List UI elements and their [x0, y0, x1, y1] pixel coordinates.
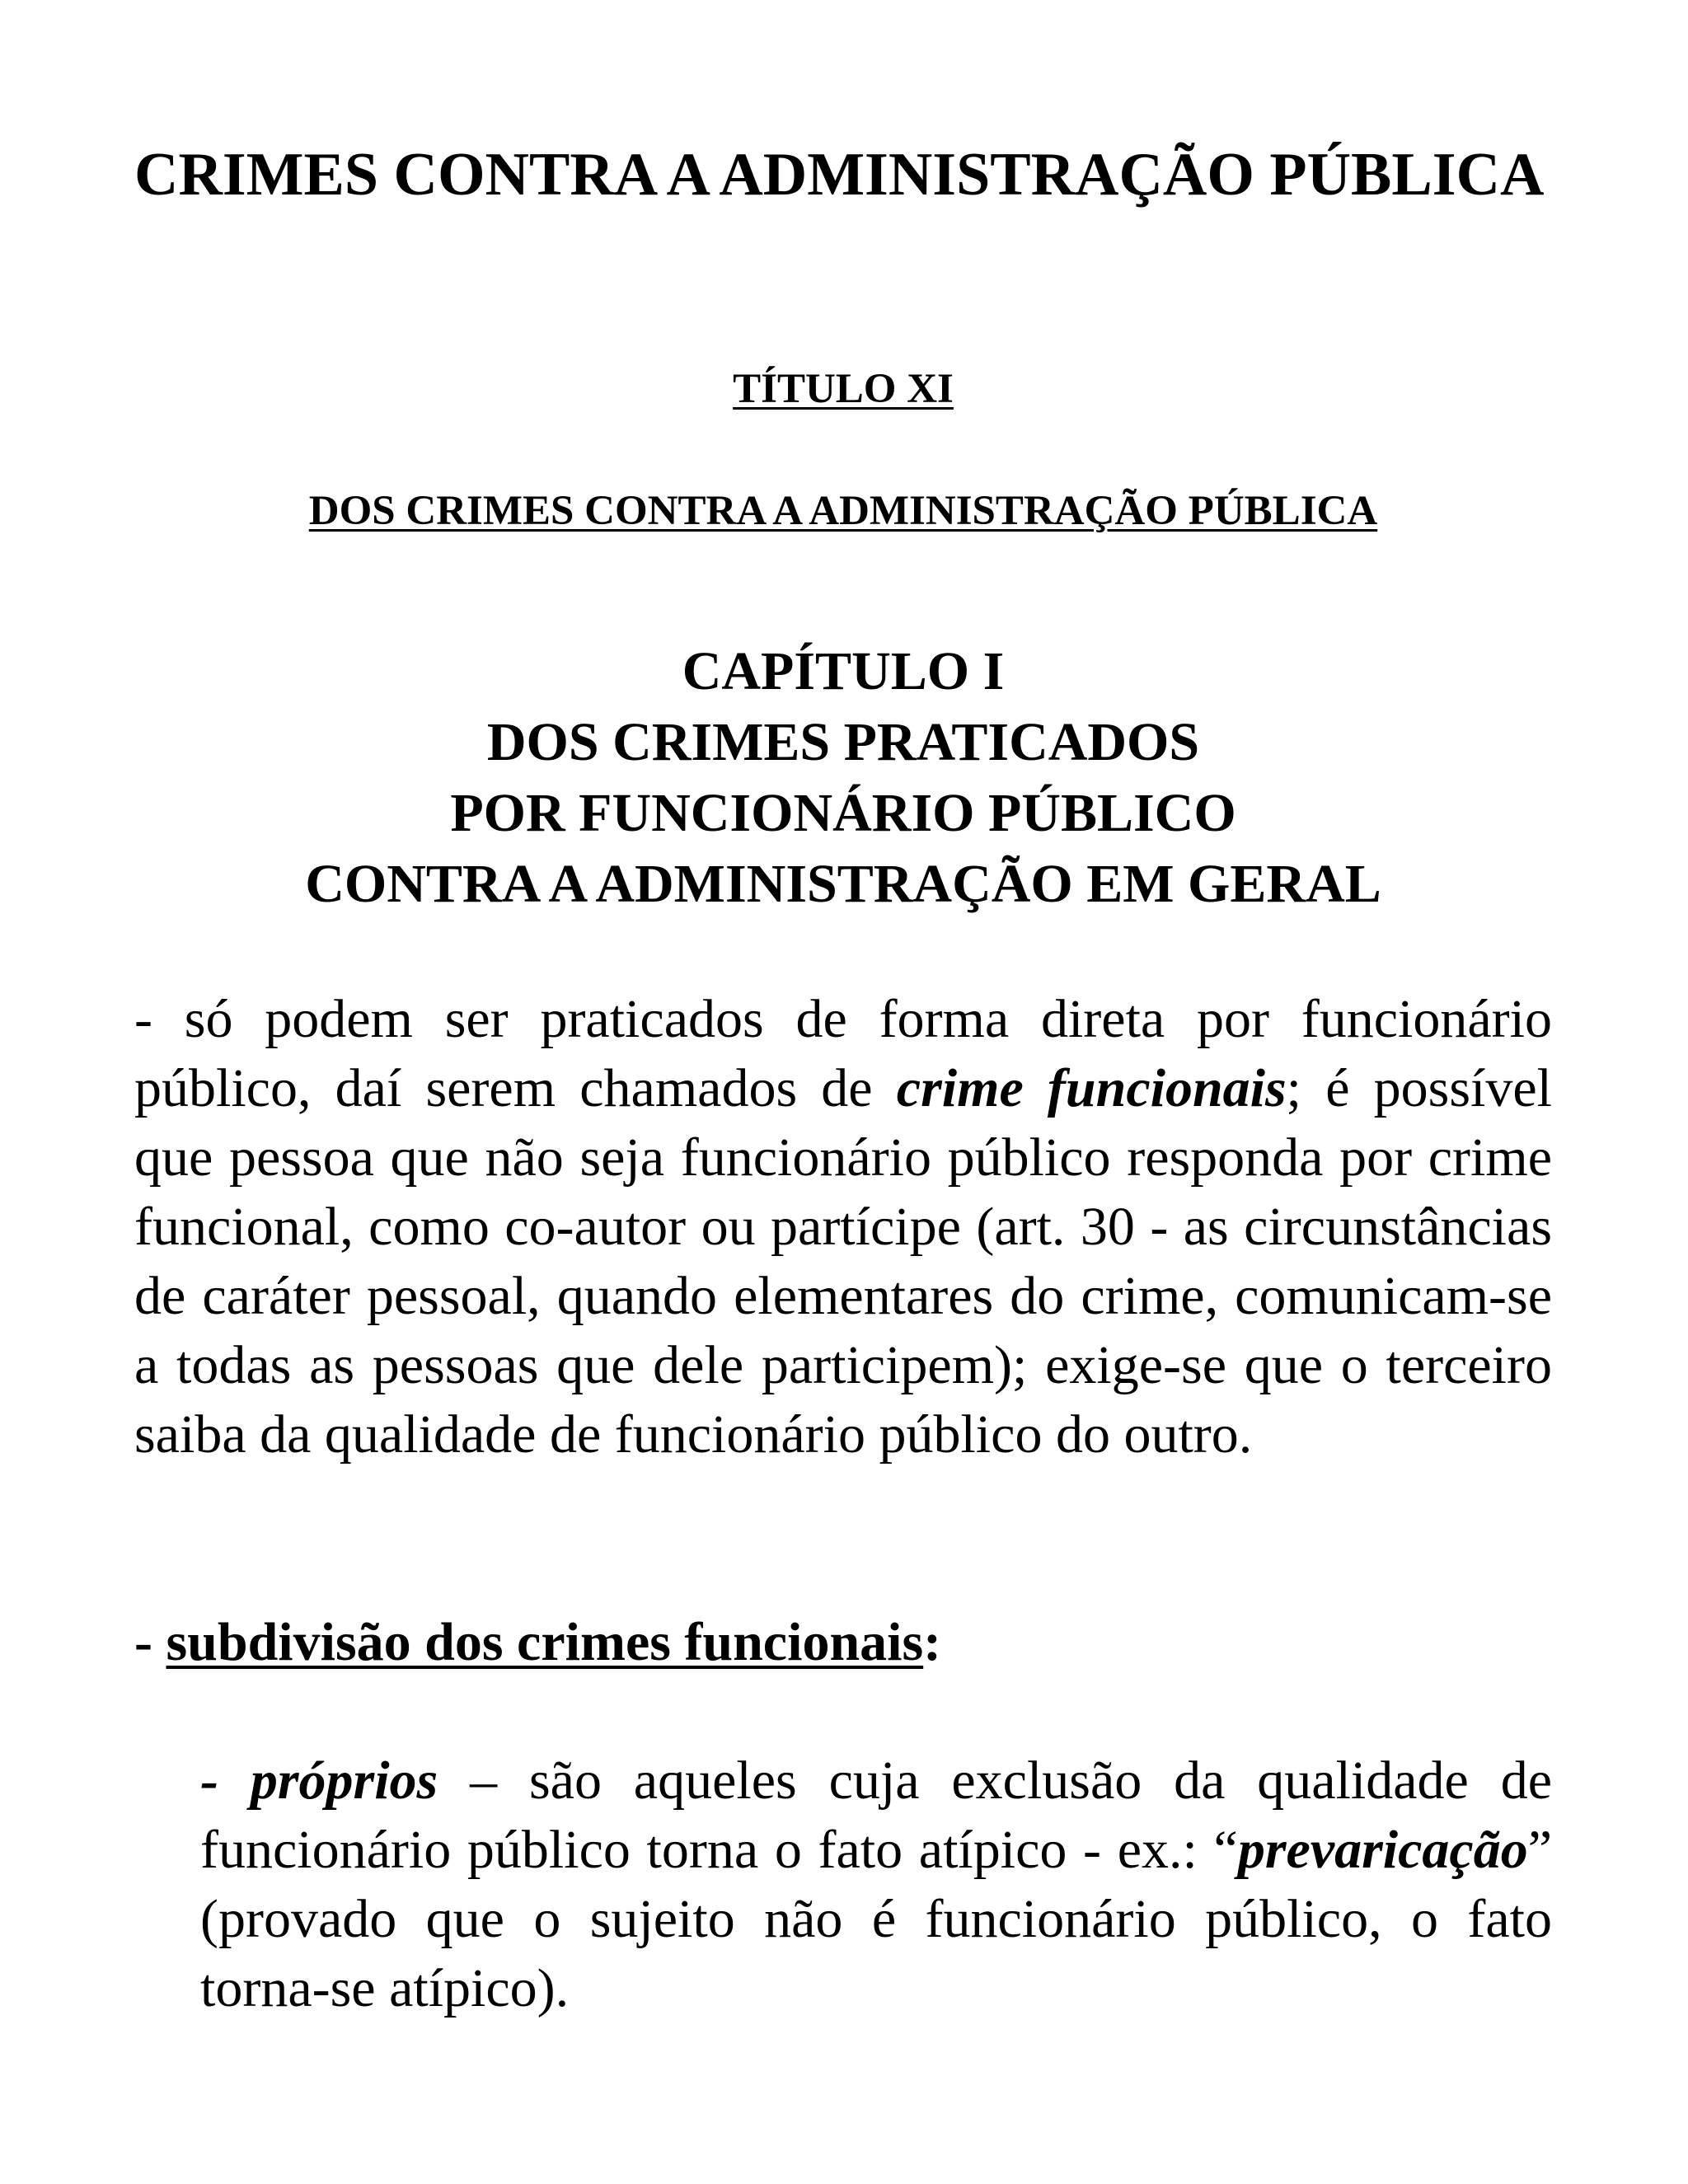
item-text-end: ” (provado que o sujeito não é funcionário público, o fato torna-se atípico).	[200, 1820, 1552, 2018]
capitulo-line-1: CAPÍTULO I	[682, 641, 1005, 701]
intro-emphasis: crime funcionais	[896, 1058, 1287, 1118]
item-text-start: – são aqueles cuja exclusão da qualidade de funcionário público torna o fato atípico - ex.: “	[200, 1750, 1552, 1880]
titulo-heading: TÍTULO XI	[733, 366, 954, 412]
intro-paragraph	[134, 985, 1552, 1469]
intro-text-start: - só podem ser praticados de forma direta por funcionário público, daí serem chamados de	[134, 989, 1552, 1118]
item-example: prevaricação	[1237, 1820, 1528, 1880]
capitulo-line-3: POR FUNCIONÁRIO PÚBLICO	[450, 783, 1236, 843]
document-title: CRIMES CONTRA A ADMINISTRAÇÃO PÚBLICA	[134, 141, 1545, 209]
capitulo-line-4: CONTRA A ADMINISTRAÇÃO EM GERAL	[305, 854, 1381, 914]
capitulo-heading	[134, 636, 1552, 920]
subdivision-heading	[134, 1608, 1552, 1677]
titulo-subtitle: DOS CRIMES CONTRA A ADMINISTRAÇÃO PÚBLICA	[308, 488, 1378, 534]
subdivision-heading-text: subdivisão dos crimes funcionais	[166, 1612, 924, 1672]
list-item-proprios	[200, 1746, 1552, 2023]
capitulo-line-2: DOS CRIMES PRATICADOS	[486, 712, 1200, 772]
item-label: - próprios	[200, 1750, 438, 1811]
intro-text-end: ; é possível que pessoa que não seja funcionário público responda por crime funcional, como co-autor ou partícipe (art. 30 - as circunstâncias de caráter pessoal, quando elementares do crime, comunicam-se a todas as pessoas que dele participem); exige-se que o terceiro saiba da qualidade de funcionário público do outro.	[134, 1058, 1552, 1465]
subdivision-prefix: -	[134, 1612, 166, 1672]
subdivision-suffix: :	[923, 1612, 942, 1672]
